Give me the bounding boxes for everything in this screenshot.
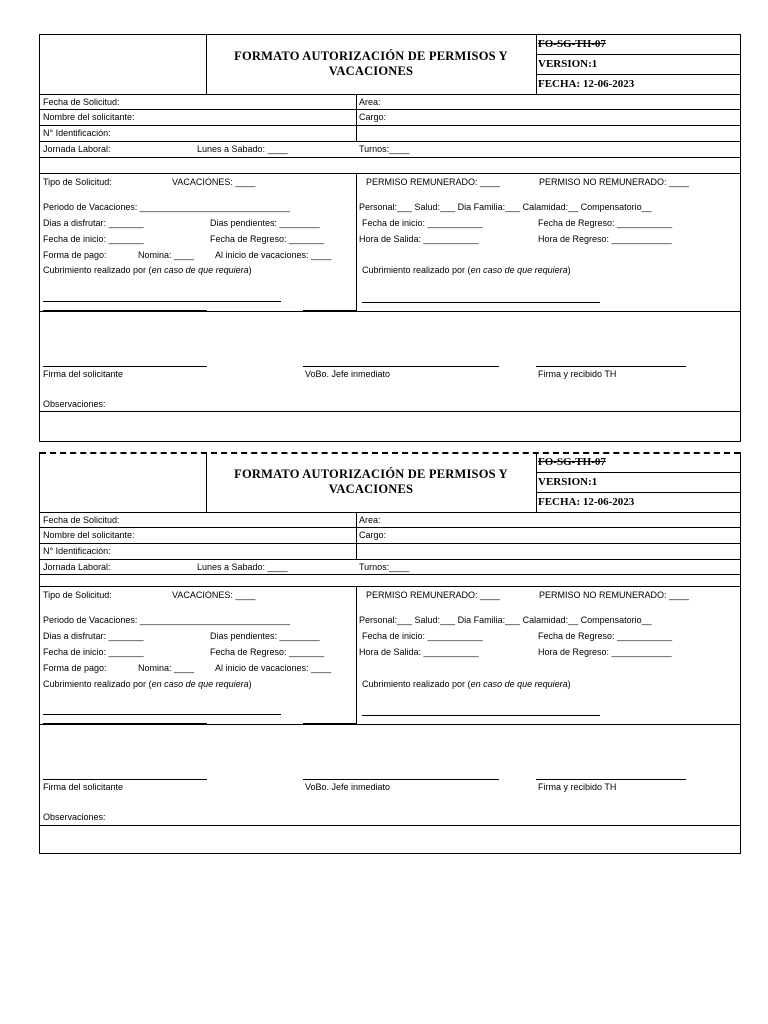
cubrimiento-label-right: Cubrimiento realizado por (en caso de que requiera) [362, 679, 571, 689]
row-line [536, 492, 740, 493]
row-line [536, 54, 740, 55]
turnos-field: Turnos:____ [359, 562, 410, 572]
periodo-vacaciones-field: Periodo de Vacaciones: ______________________________ [43, 615, 291, 625]
cargo-label: Cargo: [359, 112, 387, 122]
row-line [40, 512, 740, 513]
permiso-remunerado-field: PERMISO REMUNERADO: ____ [366, 590, 501, 600]
col-line [356, 512, 357, 559]
identificacion-label: N° Identificación: [43, 128, 111, 138]
vobo-label: VoBo. Jefe inmediato [305, 782, 391, 792]
cubrimiento-line-right [362, 302, 600, 303]
vobo-line [303, 779, 499, 780]
al-inicio-field: Al inicio de vacaciones: ____ [215, 663, 332, 673]
permiso-remunerado-field: PERMISO REMUNERADO: ____ [366, 177, 501, 187]
vobo-line [303, 366, 499, 367]
fecha-inicio-permiso-field: Fecha de inicio: ___________ [362, 631, 483, 641]
dias-disfrutar-field: Dias a disfrutar: _______ [43, 631, 144, 641]
forma-pago-label: Forma de pago: [43, 250, 107, 260]
permission-form-2 [39, 452, 741, 854]
permiso-no-remunerado-field: PERMISO NO REMUNERADO: ____ [539, 177, 690, 187]
row-line [536, 472, 740, 473]
cut-line [40, 452, 740, 454]
row-line [40, 173, 740, 174]
row-line [536, 74, 740, 75]
vacaciones-field: VACACIONES: ____ [172, 590, 256, 600]
observaciones-label: Observaciones: [43, 399, 106, 409]
fecha-solicitud-label: Fecha de Solicitud: [43, 515, 120, 525]
fecha-regreso-vacaciones-field: Fecha de Regreso: _______ [210, 234, 325, 244]
vobo-label: VoBo. Jefe inmediato [305, 369, 391, 379]
col-line [356, 586, 357, 724]
permiso-tipos-field: Personal:___ Salud:___ Dia Familia:___ Calamidad:__ Compensatorio__ [359, 615, 652, 625]
nombre-label: Nombre del solicitante: [43, 530, 135, 540]
periodo-vacaciones-field: Periodo de Vacaciones: ______________________________ [43, 202, 291, 212]
vacaciones-field: VACACIONES: ____ [172, 177, 256, 187]
fecha-regreso-permiso-field: Fecha de Regreso: ___________ [538, 631, 673, 641]
row-line [40, 411, 740, 412]
cubrimiento-line-left [43, 714, 281, 715]
cargo-label: Cargo: [359, 530, 387, 540]
identificacion-label: N° Identificación: [43, 546, 111, 556]
form-title-line2: VACACIONES [328, 482, 414, 496]
fecha-solicitud-label: Fecha de Solicitud: [43, 97, 120, 107]
header-divider [536, 452, 537, 512]
cubrimiento-label-left: Cubrimiento realizado por (en caso de que requiera) [43, 265, 252, 275]
dias-pendientes-field: Dias pendientes: ________ [210, 218, 320, 228]
firma-solicitante-line [43, 779, 207, 780]
row-line [40, 586, 740, 587]
tipo-solicitud-label: Tipo de Solicitud: [43, 590, 112, 600]
row-line [40, 157, 740, 158]
row-line [40, 825, 740, 826]
row-line [40, 141, 740, 142]
firma-th-line [536, 779, 686, 780]
row-line [40, 559, 740, 560]
fecha-regreso-permiso-field: Fecha de Regreso: ___________ [538, 218, 673, 228]
dias-pendientes-field: Dias pendientes: ________ [210, 631, 320, 641]
row-line [40, 311, 740, 312]
permiso-tipos-field: Personal:___ Salud:___ Dia Familia:___ Calamidad:__ Compensatorio__ [359, 202, 652, 212]
col-line [356, 173, 357, 311]
form-code: FO-SG-TH-07 [538, 456, 606, 468]
row-line [40, 125, 740, 126]
fecha-inicio-permiso-field: Fecha de inicio: ___________ [362, 218, 483, 228]
firma-solicitante-line [43, 366, 207, 367]
dias-disfrutar-field: Dias a disfrutar: _______ [43, 218, 144, 228]
form-title [206, 49, 536, 79]
cubrimiento-label-right: Cubrimiento realizado por (en caso de que requiera) [362, 265, 571, 275]
nomina-field: Nomina: ____ [138, 663, 195, 673]
row-line [40, 543, 740, 544]
row-line [40, 527, 740, 528]
fecha-inicio-vacaciones-field: Fecha de inicio: _______ [43, 647, 144, 657]
jornada-label: Jornada Laboral: [43, 144, 111, 154]
permission-form-1 [39, 34, 741, 442]
row-line [40, 109, 740, 110]
cubrimiento-line-right [362, 715, 600, 716]
row-line [40, 574, 740, 575]
observaciones-label: Observaciones: [43, 812, 106, 822]
firma-th-label: Firma y recibido TH [538, 369, 617, 379]
form-title-line2: VACACIONES [328, 64, 414, 78]
lunes-sabado-field: Lunes a Sabado: ____ [197, 144, 288, 154]
row-line [40, 94, 740, 95]
row-line [40, 724, 740, 725]
cubrimiento-line-left [43, 301, 281, 302]
area-label: Area: [359, 97, 381, 107]
form-title-line1: FORMATO AUTORIZACIÓN DE PERMISOS Y [234, 467, 508, 481]
hora-salida-field: Hora de Salida: ___________ [359, 234, 479, 244]
jornada-label: Jornada Laboral: [43, 562, 111, 572]
area-label: Area: [359, 515, 381, 525]
form-date: FECHA: 12-06-2023 [538, 78, 635, 90]
lunes-sabado-field: Lunes a Sabado: ____ [197, 562, 288, 572]
hora-regreso-field: Hora de Regreso: ____________ [538, 647, 672, 657]
tipo-solicitud-label: Tipo de Solicitud: [43, 177, 112, 187]
cubrimiento-label-left: Cubrimiento realizado por (en caso de que requiera) [43, 679, 252, 689]
col-line [356, 94, 357, 141]
forma-pago-label: Forma de pago: [43, 663, 107, 673]
form-title [206, 467, 536, 497]
hora-regreso-field: Hora de Regreso: ____________ [538, 234, 672, 244]
firma-solicitante-label: Firma del solicitante [43, 782, 124, 792]
al-inicio-field: Al inicio de vacaciones: ____ [215, 250, 332, 260]
header-divider [536, 35, 537, 94]
fecha-inicio-vacaciones-field: Fecha de inicio: _______ [43, 234, 144, 244]
hora-salida-field: Hora de Salida: ___________ [359, 647, 479, 657]
firma-th-line [536, 366, 686, 367]
permiso-no-remunerado-field: PERMISO NO REMUNERADO: ____ [539, 590, 690, 600]
form-version: VERSION:1 [538, 58, 598, 70]
form-date: FECHA: 12-06-2023 [538, 496, 635, 508]
nomina-field: Nomina: ____ [138, 250, 195, 260]
firma-th-label: Firma y recibido TH [538, 782, 617, 792]
form-version: VERSION:1 [538, 476, 598, 488]
firma-solicitante-label: Firma del solicitante [43, 369, 124, 379]
turnos-field: Turnos:____ [359, 144, 410, 154]
form-title-line1: FORMATO AUTORIZACIÓN DE PERMISOS Y [234, 49, 508, 63]
form-code: FO-SG-TH-07 [538, 38, 606, 50]
fecha-regreso-vacaciones-field: Fecha de Regreso: _______ [210, 647, 325, 657]
nombre-label: Nombre del solicitante: [43, 112, 135, 122]
